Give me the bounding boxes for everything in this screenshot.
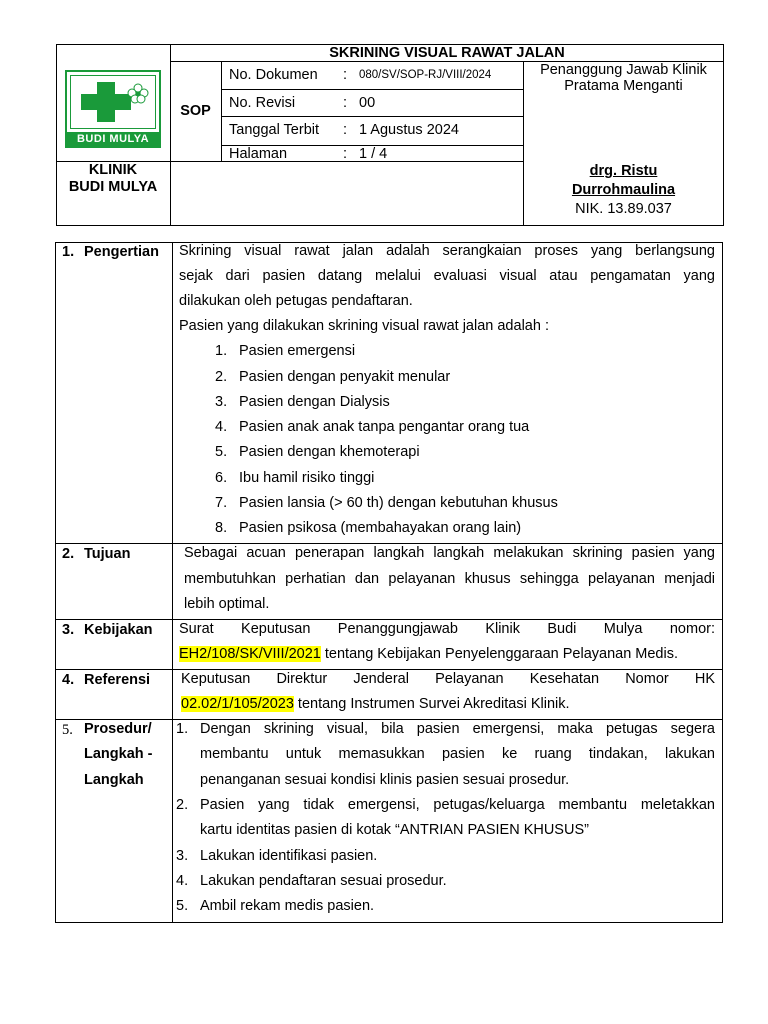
border (172, 242, 173, 923)
border (56, 44, 57, 226)
responsible-title: Penanggung Jawab Klinik Pratama Menganti (540, 62, 707, 94)
flower-icon (125, 82, 151, 106)
decree-number-highlight: EH2/108/SK/VIII/2021 (179, 646, 321, 662)
section-label: Prosedur/ Langkah - Langkah (84, 721, 153, 788)
doc-number-label: No. Dokumen (229, 67, 318, 83)
signer-name: drg. Ristu (589, 163, 658, 179)
section-label: Kebijakan (84, 622, 153, 638)
document-title: SKRINING VISUAL RAWAT JALAN (329, 45, 565, 61)
logo-frame (70, 75, 156, 129)
clinic-logo (65, 70, 161, 148)
sop-label: SOP (180, 103, 211, 119)
signer-nik: NIK. 13.89.037 (575, 201, 672, 217)
border (221, 61, 222, 162)
issue-date-label: Tanggal Terbit (229, 122, 320, 138)
border (221, 116, 523, 117)
doc-number-value: 080/SV/SOP-RJ/VIII/2024 (359, 69, 492, 81)
signer-name: Durrohmaulina (571, 182, 676, 198)
border (55, 242, 56, 923)
border (55, 922, 723, 923)
section-label: Referensi (84, 672, 151, 688)
logo-text: BUDI MULYA (67, 132, 159, 146)
border (221, 89, 523, 90)
border (56, 225, 724, 226)
section-label: Tujuan (84, 546, 131, 562)
revision-label: No. Revisi (229, 95, 296, 111)
signer-block (524, 162, 723, 219)
border (723, 44, 724, 226)
section-label: Pengertian (84, 244, 159, 260)
page-label: Halaman (229, 146, 288, 162)
decree-number-highlight: 02.02/1/105/2023 (181, 696, 294, 712)
border (722, 242, 723, 923)
border (170, 44, 171, 226)
revision-value: 00 (359, 95, 376, 111)
page-value: 1 / 4 (359, 146, 388, 162)
clinic-name: KLINIK BUDI MULYA (68, 162, 158, 195)
issue-date-value: 1 Agustus 2024 (359, 122, 459, 138)
